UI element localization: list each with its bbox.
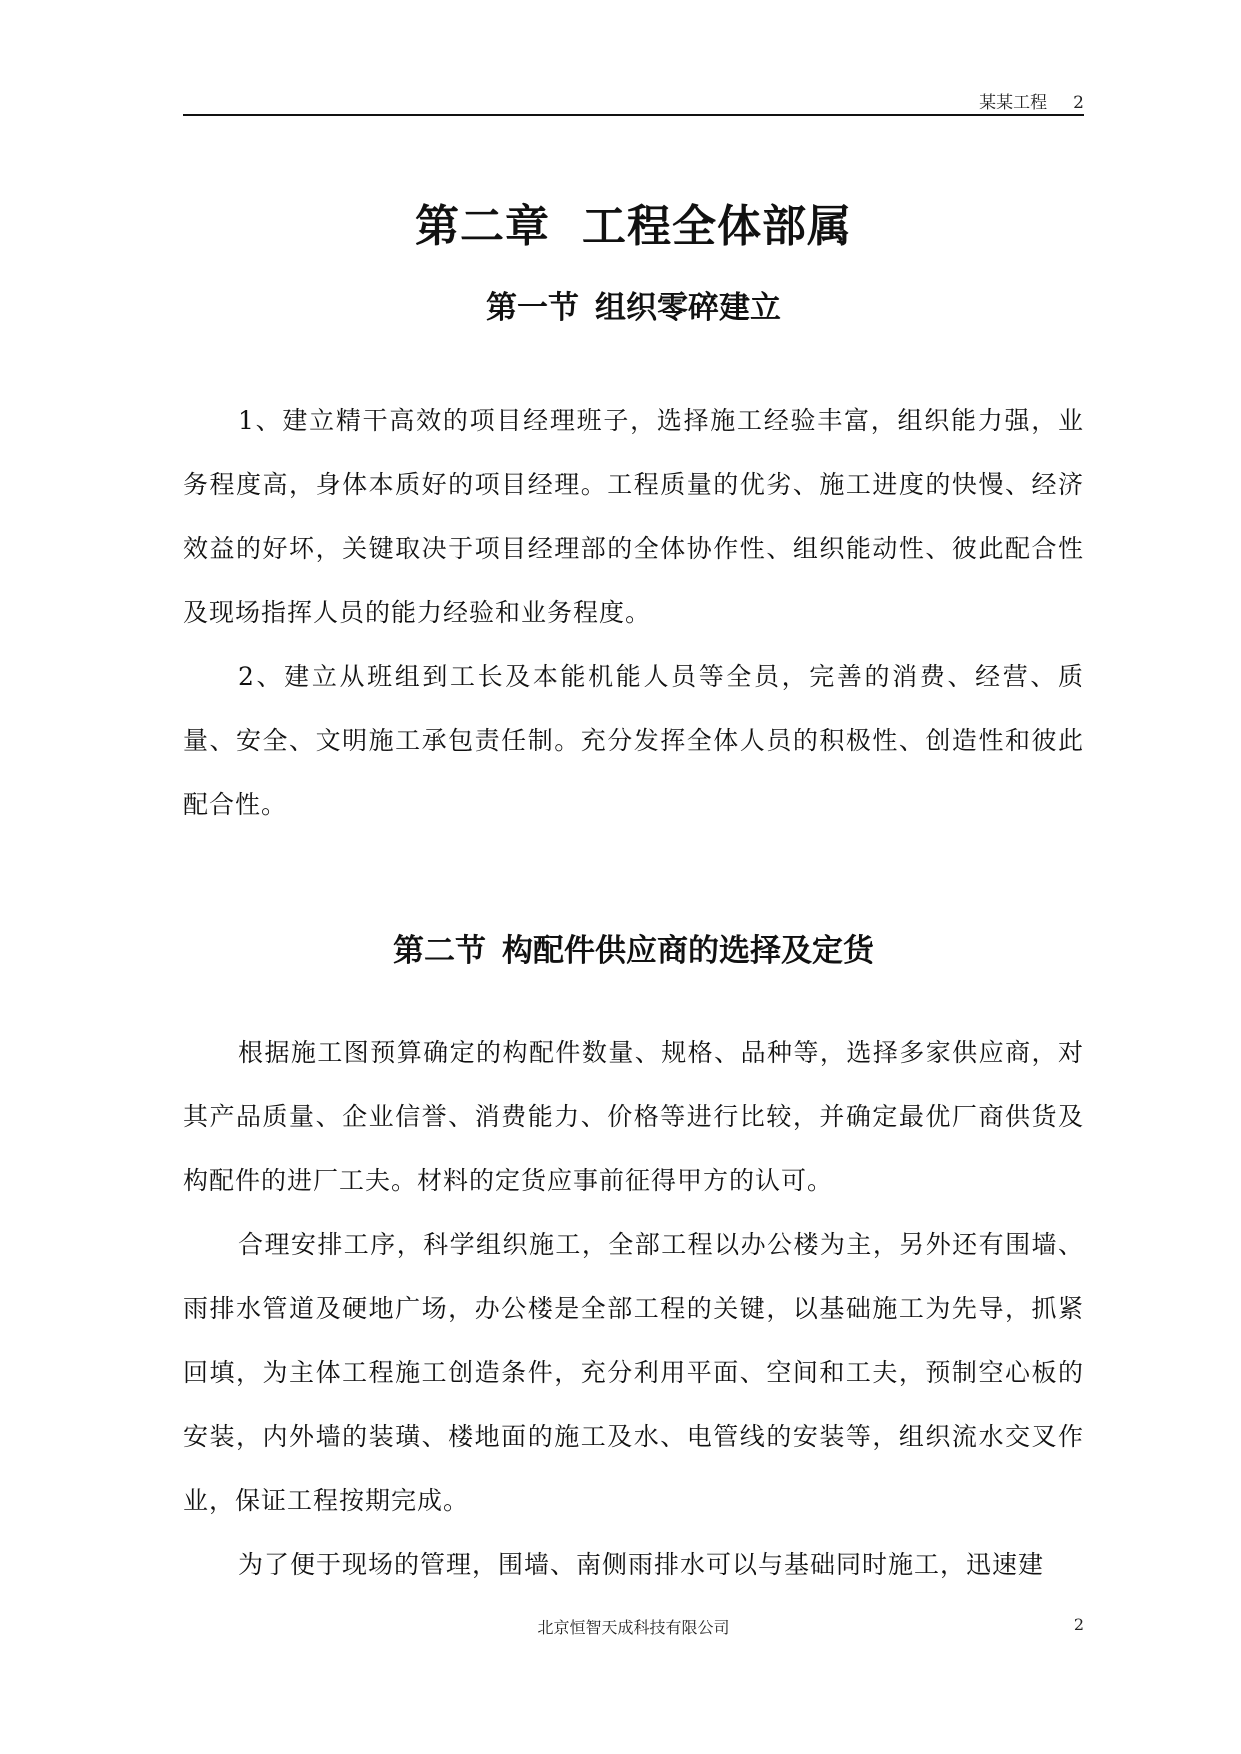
section-1-number: 第一节	[486, 290, 579, 326]
header-page-number: 2	[1073, 93, 1084, 113]
chapter-name: 工程全体部属	[582, 201, 852, 252]
footer-page-number: 2	[1073, 1615, 1084, 1634]
section-2-paragraph-2: 合理安排工序，科学组织施工，全部工程以办公楼为主，另外还有围墙、雨排水管道及硬地广场，办公楼是全部工程的关键，以基础施工为先导，抓紧回填，为主体工程施工创造条件，充分利用平面、空间和工夫，预制空心板的安装，内外墙的装璜、楼地面的施工及水、电管线的安装等，组织流水交叉作业，保证工程按期完成。	[183, 1230, 1084, 1515]
chapter-number: 第二章	[415, 201, 550, 252]
section-2-title	[183, 925, 1084, 970]
section-2-name: 构配件供应商的选择及定货	[502, 933, 874, 969]
section-1-name: 组织零碎建立	[595, 290, 781, 326]
section-2-number: 第二节	[393, 933, 486, 969]
header-rule	[183, 114, 1084, 116]
section-1-paragraph-2: 2、建立从班组到工长及本能机能人员等全员，完善的消费、经营、质量、安全、文明施工承包责任制。充分发挥全体人员的积极性、创造性和彼此配合性。	[183, 662, 1084, 819]
section-1-title	[183, 282, 1084, 327]
page-footer	[183, 1615, 1084, 1638]
page-header	[183, 88, 1084, 114]
chapter-title	[183, 190, 1084, 254]
section-1-paragraph-1: 1、建立精干高效的项目经理班子，选择施工经验丰富，组织能力强，业务程度高，身体本质好的项目经理。工程质量的优劣、施工进度的快慢、经济效益的好坏，关键取决于项目经理部的全体协作性、组织能动性、彼此配合性及现场指挥人员的能力经验和业务程度。	[183, 406, 1084, 627]
header-project-name: 某某工程	[979, 93, 1048, 113]
section-2-paragraph-3: 为了便于现场的管理，围墙、南侧雨排水可以与基础同时施工，迅速建	[238, 1550, 1045, 1579]
section-2-paragraph-1: 根据施工图预算确定的构配件数量、规格、品种等，选择多家供应商，对其产品质量、企业信誉、消费能力、价格等进行比较，并确定最优厂商供货及构配件的进厂工夫。材料的定货应事前征得甲方的认可。	[183, 1038, 1084, 1195]
footer-company-name: 北京恒智天成科技有限公司	[537, 1618, 730, 1637]
